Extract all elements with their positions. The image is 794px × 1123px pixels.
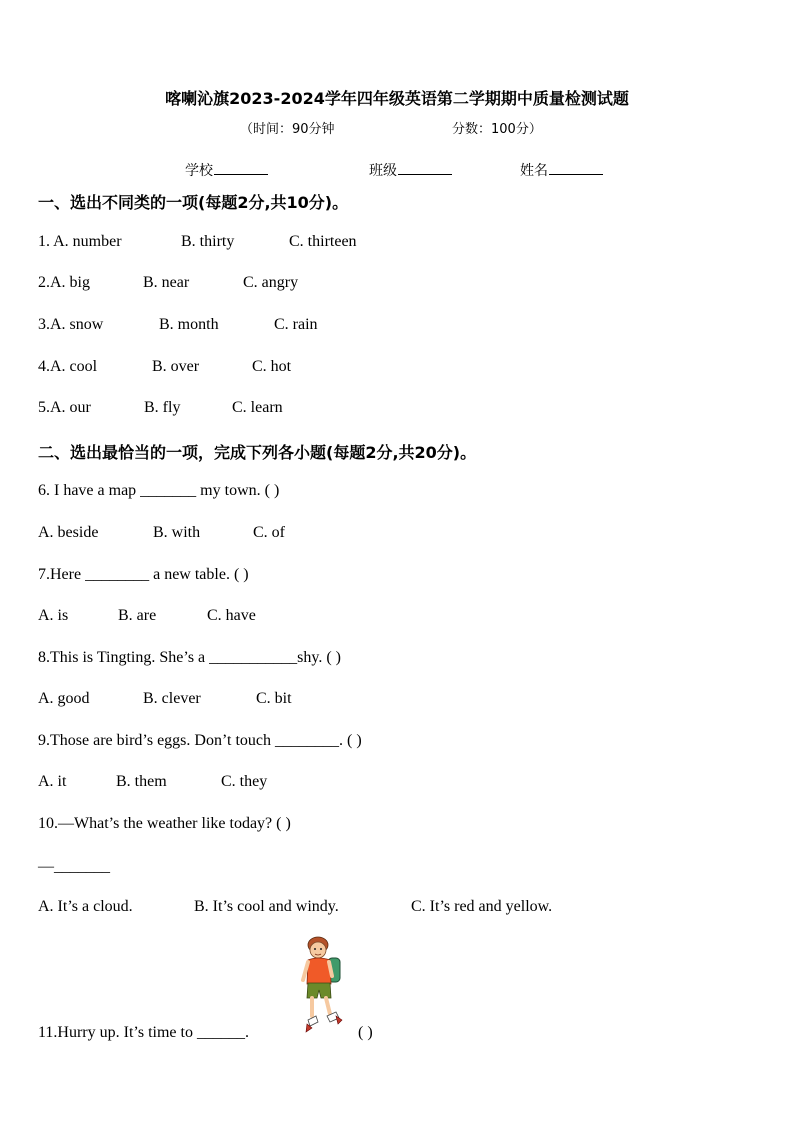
- question-5-b: B. fly: [144, 399, 181, 416]
- question-10-a: A. It’s a cloud.: [38, 898, 133, 915]
- class-field: [369, 160, 452, 180]
- class-label: 班级: [369, 163, 397, 179]
- question-10-answer-line: —_______: [38, 858, 110, 875]
- question-9-c: C. they: [221, 773, 268, 790]
- question-6-c: C. of: [253, 524, 285, 541]
- question-7-b: B. are: [118, 607, 157, 624]
- question-2-a: 2.A. big: [38, 274, 90, 291]
- question-4-a: 4.A. cool: [38, 358, 98, 375]
- question-6-a: A. beside: [38, 524, 99, 541]
- question-6-stem: 6. I have a map _______ my town. ( ): [38, 482, 280, 499]
- school-blank: [214, 160, 268, 175]
- question-6-b: B. with: [153, 524, 201, 541]
- question-10-c: C. It’s red and yellow.: [411, 898, 553, 915]
- question-9-stem: 9.Those are bird’s eggs. Don’t touch ________. ( ): [38, 732, 362, 749]
- school-field: [185, 160, 268, 180]
- question-8-stem: 8.This is Tingting. She’s a ___________shy. ( ): [38, 649, 341, 666]
- page-title: 喀喇沁旗2023-2024学年四年级英语第二学期期中质量检测试题: [165, 89, 629, 108]
- question-9-a: A. it: [38, 773, 67, 790]
- school-label: 学校: [185, 163, 213, 179]
- question-4-b: B. over: [152, 358, 200, 375]
- question-9-b: B. them: [116, 773, 167, 790]
- question-10-stem: 10.—What’s the weather like today? ( ): [38, 815, 291, 832]
- question-8-b: B. clever: [143, 690, 201, 707]
- question-3-a: 3.A. snow: [38, 316, 104, 333]
- class-blank: [398, 160, 452, 175]
- exam-time: （时间：90分钟: [240, 122, 335, 137]
- question-7-a: A. is: [38, 607, 69, 624]
- question-1-c: C. thirteen: [289, 233, 357, 250]
- question-7-stem: 7.Here ________ a new table. ( ): [38, 566, 249, 583]
- question-1-a: 1. A. number: [38, 233, 122, 250]
- question-7-c: C. have: [207, 607, 256, 624]
- question-3-b: B. month: [159, 316, 219, 333]
- question-10-b: B. It’s cool and windy.: [194, 898, 339, 915]
- question-1-b: B. thirty: [181, 233, 235, 250]
- question-2-c: C. angry: [243, 274, 299, 291]
- question-8-c: C. bit: [256, 690, 292, 707]
- name-label: 姓名: [520, 163, 548, 179]
- question-8-a: A. good: [38, 690, 90, 707]
- question-5-a: 5.A. our: [38, 399, 91, 416]
- name-field: [520, 160, 603, 180]
- exam-score: 分数：100分）: [452, 122, 542, 137]
- question-4-c: C. hot: [252, 358, 292, 375]
- question-11-paren: ( ): [358, 1024, 373, 1041]
- boy-with-backpack-illustration: [298, 936, 346, 1036]
- section-1-heading: 一、选出不同类的一项(每题2分,共10分)。: [38, 193, 349, 212]
- question-11-stem: 11.Hurry up. It’s time to ______.: [38, 1024, 249, 1041]
- question-3-c: C. rain: [274, 316, 318, 333]
- section-2-heading: 二、选出最恰当的一项，完成下列各小题(每题2分,共20分)。: [38, 443, 477, 462]
- question-2-b: B. near: [143, 274, 190, 291]
- question-5-c: C. learn: [232, 399, 283, 416]
- name-blank: [549, 160, 603, 175]
